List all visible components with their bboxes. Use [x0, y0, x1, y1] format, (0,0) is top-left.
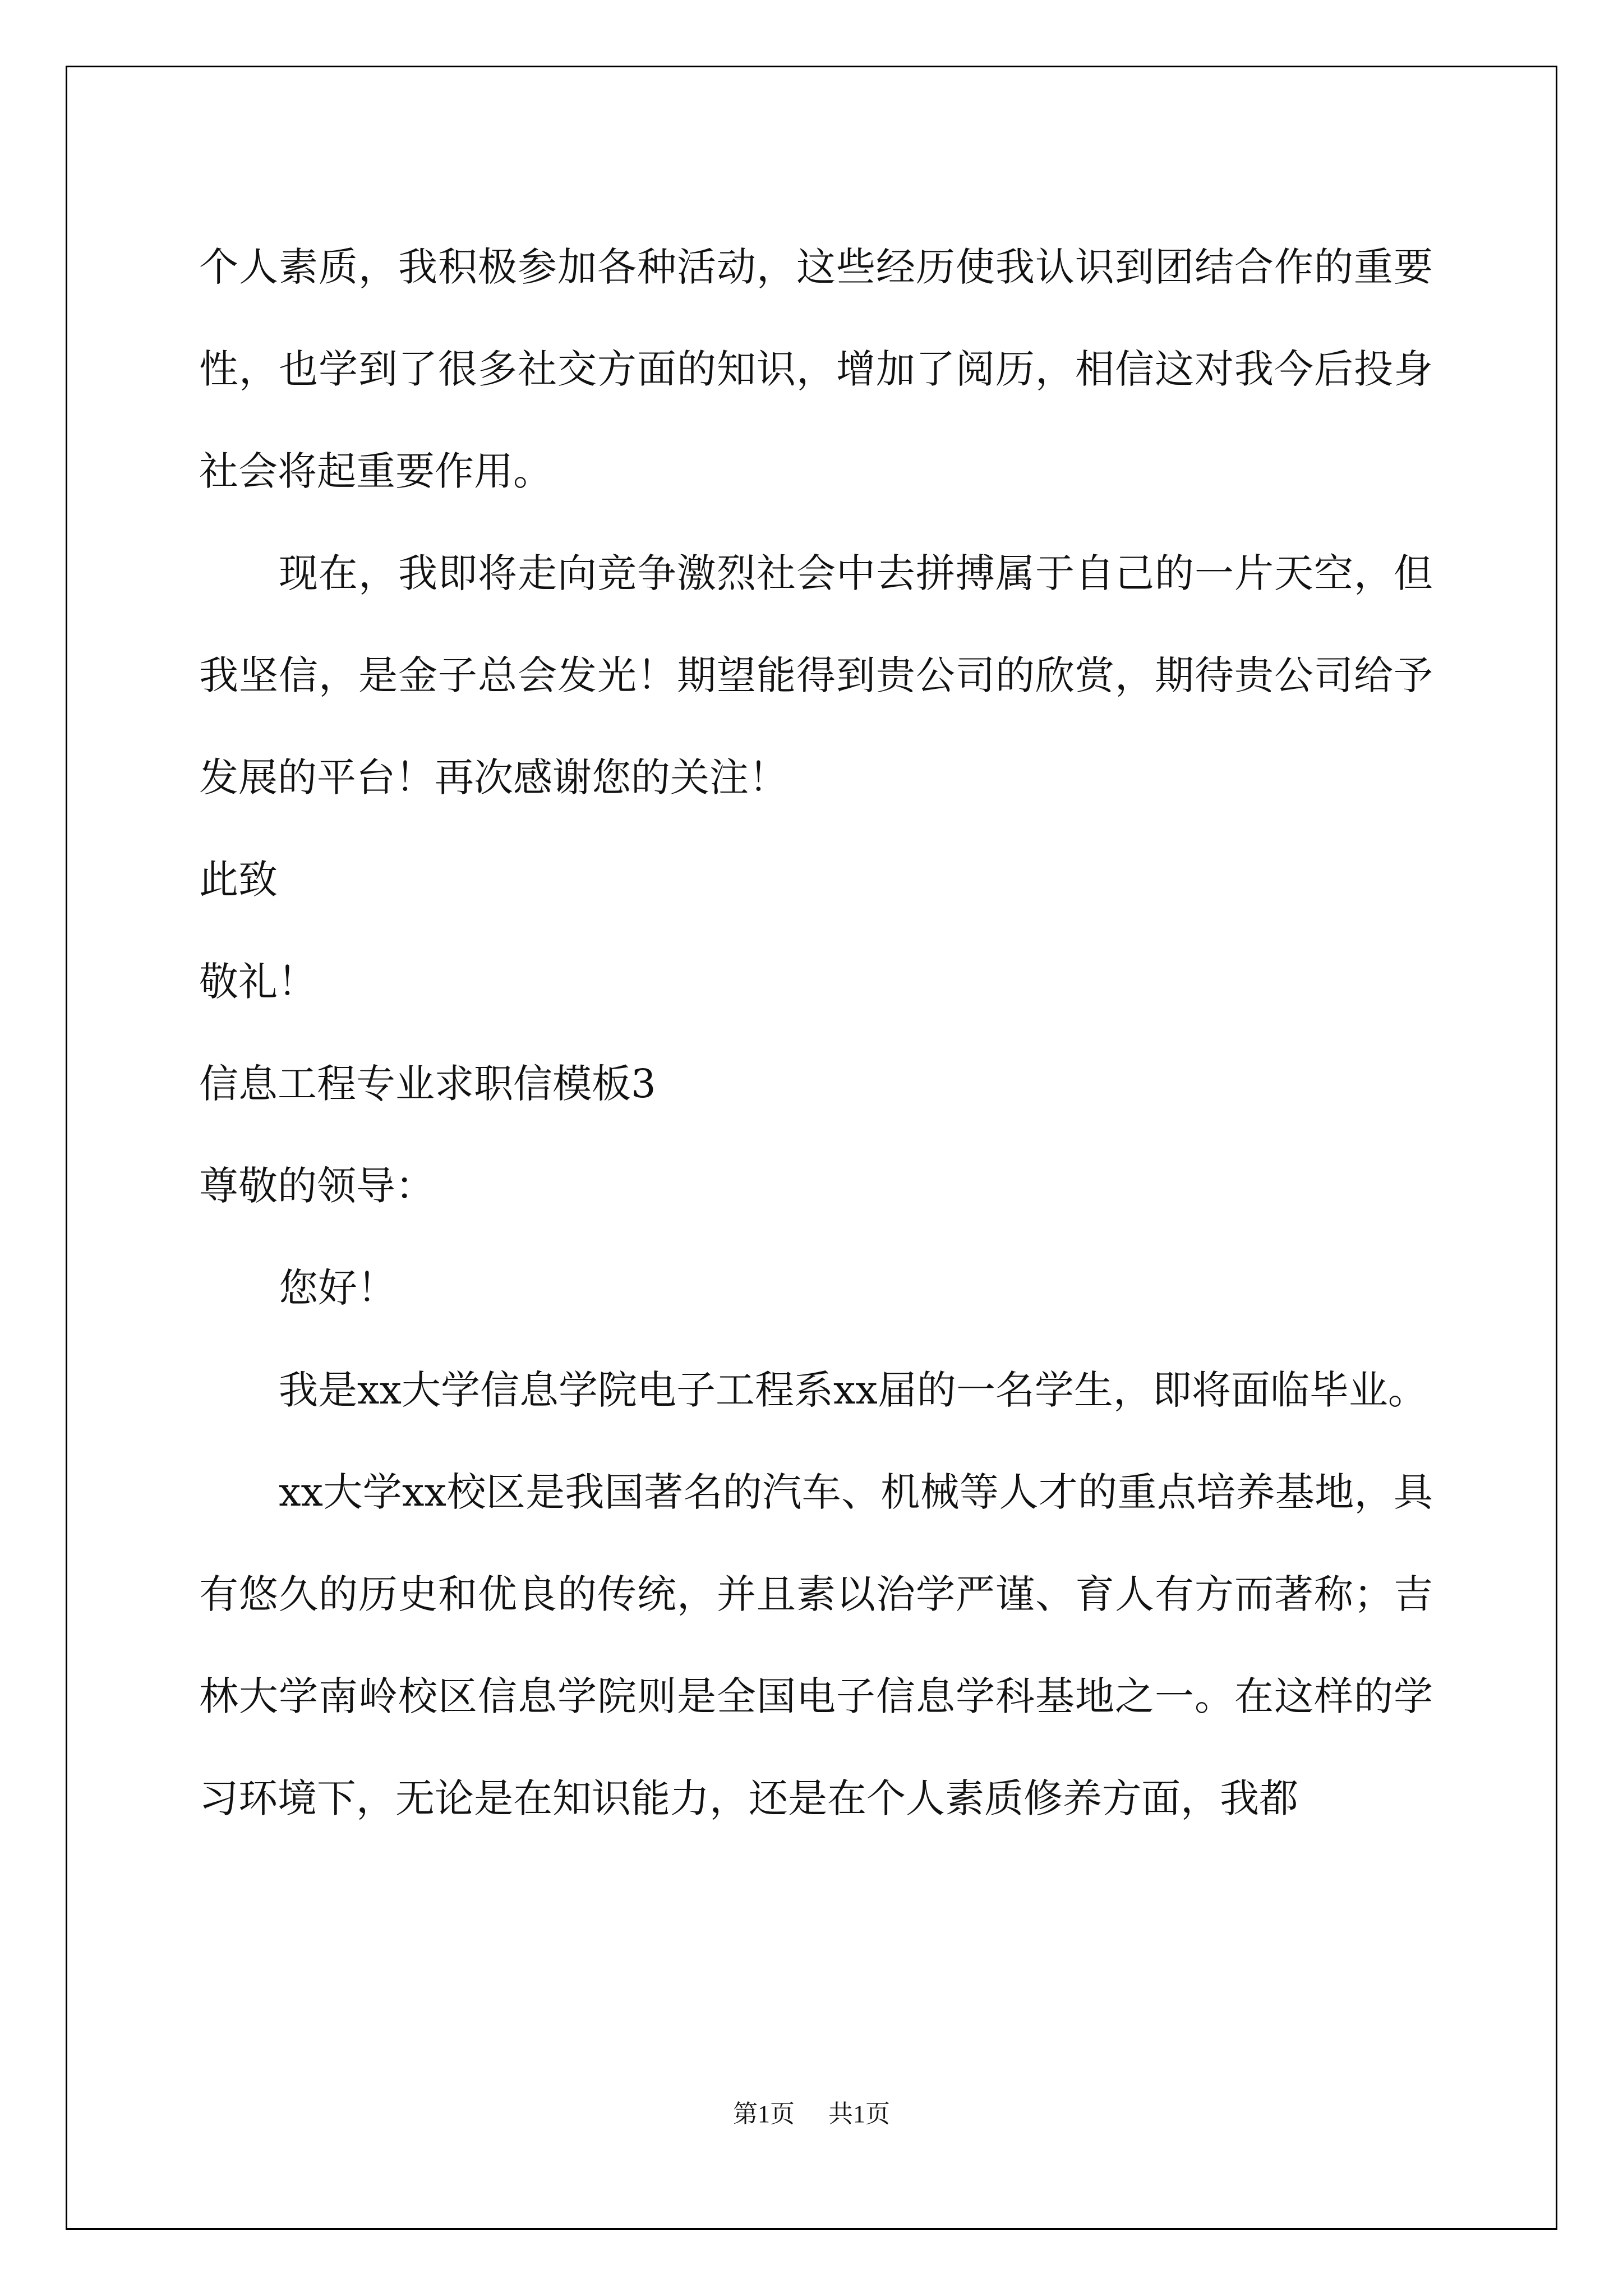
- greeting-hello: 您好！: [279, 1265, 396, 1311]
- closing-salutation: 此致: [199, 857, 278, 903]
- paragraph-introduction: 我是xx大学信息学院电子工程系xx届的一名学生，即将面临毕业。: [279, 1367, 1427, 1413]
- paragraph-personal-quality: 个人素质，我积极参加各种活动，这些经历使我认识到团结合作的重要性，也学到了很多社交方面的知识，增加了阅历，相信这对我今后投身社会将起重要作用。: [199, 244, 1433, 494]
- page-footer: [0, 2093, 1623, 2129]
- paragraph-outlook: 现在，我即将走向竞争激烈社会中去拼搏属于自己的一片天空，但我坚信，是金子总会发光！期望能得到贵公司的欣赏，期待贵公司给予发展的平台！再次感谢您的关注！: [199, 550, 1433, 800]
- page-number: 第1页: [733, 2100, 795, 2128]
- paragraph-university: xx大学xx校区是我国著名的汽车、机械等人才的重点培养基地，具有悠久的历史和优良的传统，并且素以治学严谨、育人有方而著称；吉林大学南岭校区信息学院则是全国电子信息学科基地之一。在这样的学习环境下，无论是在知识能力，还是在个人素质修养方面，我都: [199, 1469, 1433, 1821]
- document-body: [199, 216, 1433, 1849]
- closing-regards: 敬礼！: [199, 959, 317, 1005]
- section-title: 信息工程专业求职信模板3: [199, 1061, 656, 1107]
- page-total: 共1页: [828, 2100, 890, 2128]
- greeting-addressee: 尊敬的领导：: [199, 1163, 435, 1209]
